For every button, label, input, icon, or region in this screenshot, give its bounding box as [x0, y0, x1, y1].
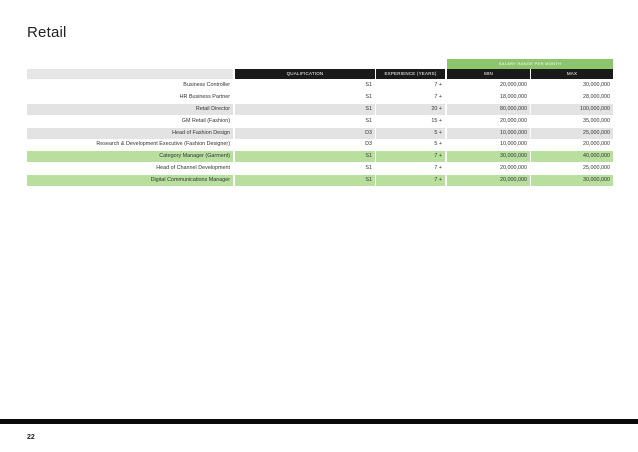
page-title: Retail	[27, 24, 67, 41]
salary-table-body	[27, 80, 613, 187]
row-salary-min: 10,000,000	[447, 128, 530, 139]
row-salary-max: 30,000,000	[531, 175, 613, 186]
table-row	[27, 139, 613, 150]
row-salary-min: 20,000,000	[447, 116, 530, 127]
row-job-title: Head of Channel Development	[27, 163, 233, 174]
row-qualification: D3	[235, 139, 375, 150]
table-row	[27, 116, 613, 127]
row-salary-min: 18,000,000	[447, 92, 530, 103]
row-salary-max: 25,000,000	[531, 163, 613, 174]
row-experience: 7 +	[376, 163, 445, 174]
row-job-title: Head of Fashion Design	[27, 128, 233, 139]
row-job-title: Research & Development Executive (Fashion Designer)	[27, 139, 233, 150]
row-experience: 5 +	[376, 128, 445, 139]
row-salary-min: 20,000,000	[447, 175, 530, 186]
row-qualification: S1	[235, 163, 375, 174]
table-row	[27, 128, 613, 139]
row-qualification: D3	[235, 128, 375, 139]
salary-range-header: SALARY RANGE PER MONTH	[447, 59, 613, 69]
table-row	[27, 175, 613, 186]
row-job-title: Digital Communications Manager	[27, 175, 233, 186]
row-qualification: S1	[235, 116, 375, 127]
row-salary-max: 35,000,000	[531, 116, 613, 127]
row-experience: 7 +	[376, 80, 445, 91]
row-salary-max: 25,000,000	[531, 128, 613, 139]
row-qualification: S1	[235, 104, 375, 115]
row-job-title: Retail Director	[27, 104, 233, 115]
row-experience: 5 +	[376, 139, 445, 150]
row-salary-max: 30,000,000	[531, 80, 613, 91]
header-qualification: QUALIFICATION	[235, 69, 375, 79]
header-job-title	[27, 69, 233, 79]
row-qualification: S1	[235, 92, 375, 103]
row-salary-min: 30,000,000	[447, 151, 530, 162]
footer-bar	[0, 419, 638, 424]
row-salary-max: 100,000,000	[531, 104, 613, 115]
row-salary-min: 10,000,000	[447, 139, 530, 150]
table-row	[27, 104, 613, 115]
header-experience: EXPERIENCE (YEARS)	[376, 69, 445, 79]
row-experience: 20 +	[376, 104, 445, 115]
row-salary-max: 40,000,000	[531, 151, 613, 162]
row-experience: 15 +	[376, 116, 445, 127]
row-experience: 7 +	[376, 151, 445, 162]
row-qualification: S1	[235, 80, 375, 91]
row-job-title: HR Business Partner	[27, 92, 233, 103]
row-experience: 7 +	[376, 92, 445, 103]
row-qualification: S1	[235, 175, 375, 186]
header-max: MAX	[531, 69, 613, 79]
row-job-title: Business Controller	[27, 80, 233, 91]
row-experience: 7 +	[376, 175, 445, 186]
page-number: 22	[27, 434, 35, 441]
row-salary-max: 28,000,000	[531, 92, 613, 103]
header-min: MIN	[447, 69, 530, 79]
table-row	[27, 92, 613, 103]
row-job-title: GM Retail (Fashion)	[27, 116, 233, 127]
table-row	[27, 163, 613, 174]
row-salary-min: 20,000,000	[447, 163, 530, 174]
table-row	[27, 80, 613, 91]
row-salary-min: 80,000,000	[447, 104, 530, 115]
row-salary-min: 20,000,000	[447, 80, 530, 91]
row-job-title: Category Manager (Garment)	[27, 151, 233, 162]
row-qualification: S1	[235, 151, 375, 162]
table-row	[27, 151, 613, 162]
row-salary-max: 20,000,000	[531, 139, 613, 150]
